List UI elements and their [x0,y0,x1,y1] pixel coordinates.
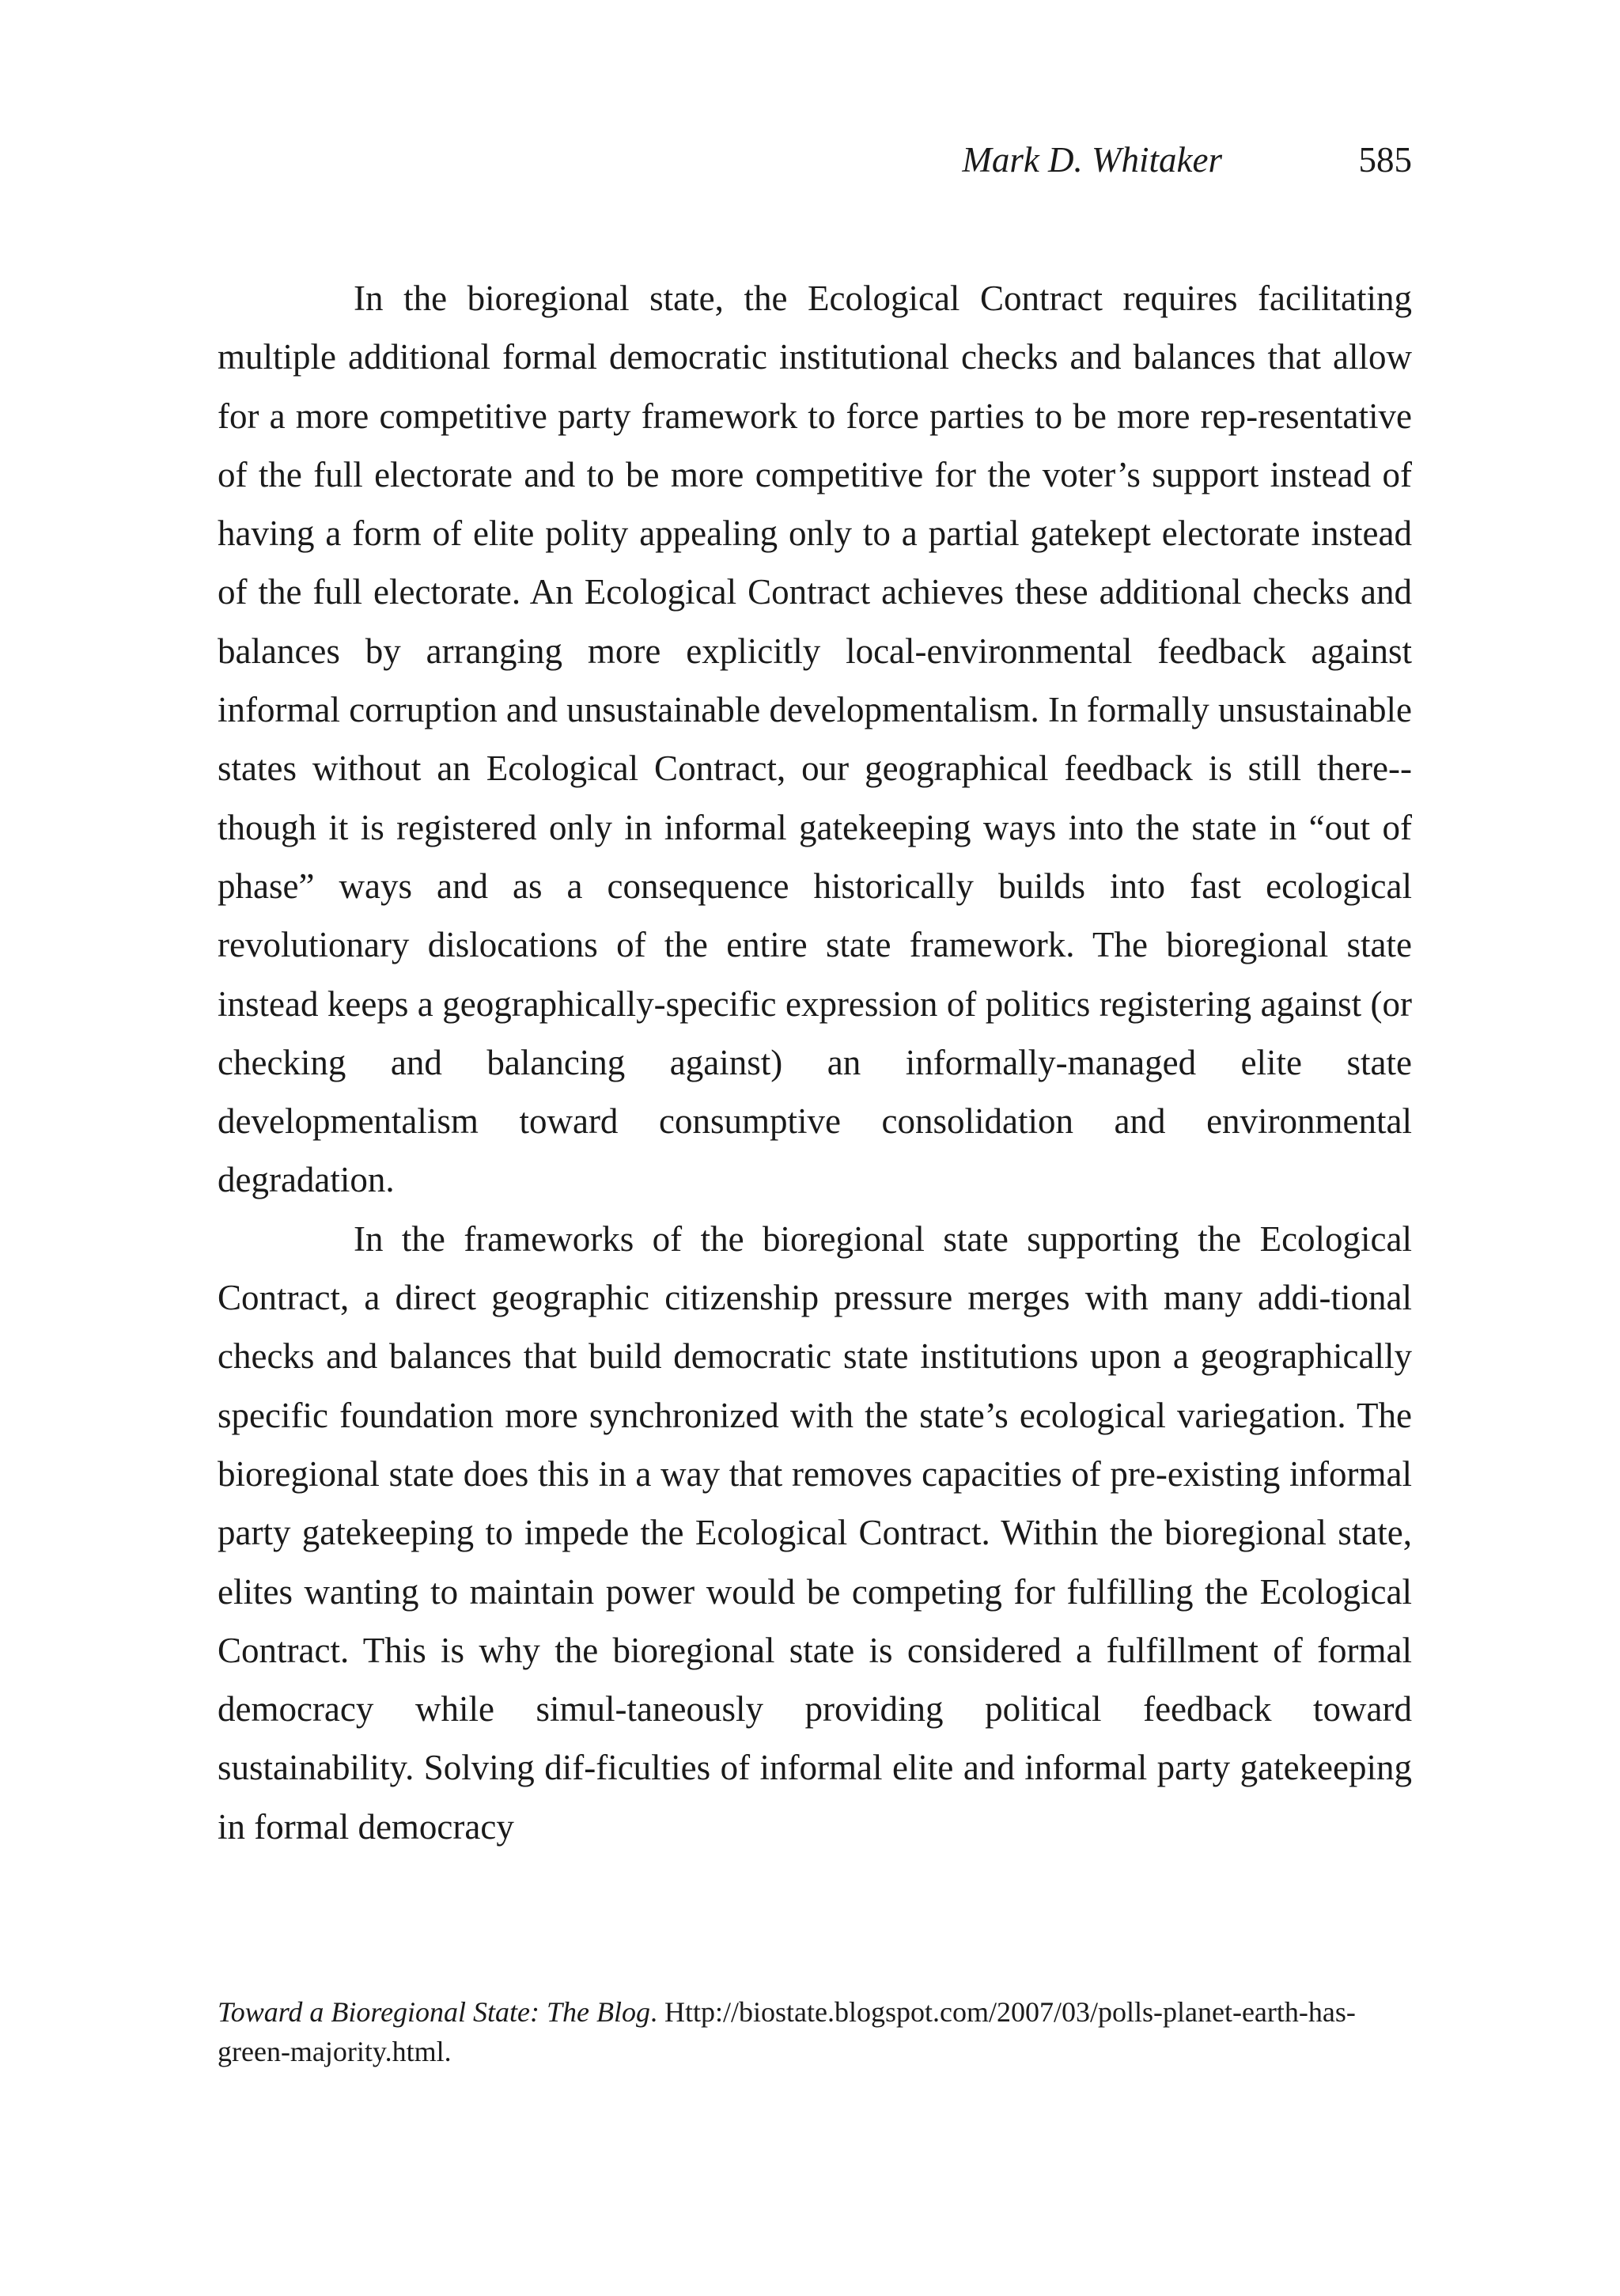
body-text [218,269,1412,1856]
header-author: Mark D. Whitaker [962,140,1222,180]
paragraph-1: In the bioregional state, the Ecological Contract requires facilitating multiple additional formal democratic institutional checks and balances that allow for a more competitive party framework to force parties to be more rep-resentative of the full electorate and to be more competitive for the voter’s support instead of having a form of elite polity appealing only to a partial gatekept electorate instead of the full electorate. An Ecological Contract achieves these additional checks and balances by arranging more explicitly local-environmental feedback against informal corruption and unsustainable developmentalism. In formally unsustainable states without an Ecological Contract, our geographical feedback is still there--though it is registered only in informal gatekeeping ways into the state in “out of phase” ways and as a consequence historically builds into fast ecological revolutionary dislocations of the entire state framework. The bioregional state instead keeps a geographically-specific expression of politics registering against (or checking and balancing against) an informally-managed elite state developmentalism toward consumptive consolidation and environmental degradation. [218,278,1412,1200]
running-header [218,136,1412,184]
paragraph-2: In the frameworks of the bioregional state supporting the Ecological Contract, a direct geographic citizenship pressure merges with many addi-tional checks and balances that build democratic state institutions upon a geographically specific foundation more synchronized with the state’s ecological variegation. The bioregional state does this in a way that removes capacities of pre-existing informal party gatekeeping to impede the Ecological Contract. Within the bioregional state, elites wanting to maintain power would be competing for fulfilling the Ecological Contract. This is why the bioregional state is considered a fulfillment of formal democracy while simul-taneously providing political feedback toward sustainability. Solving dif-ficulties of informal elite and informal party gatekeeping in formal democracy [218,1218,1412,1847]
page-number: 585 [1358,140,1412,180]
footnote-title: Toward a Bioregional State: The Blog [218,1996,651,2028]
footnote [218,1992,1412,2071]
footnote-text: . Http://biostate.blogspot.com/2007/03/polls-planet-earth-has-green-majority.html. [218,1996,1356,2067]
